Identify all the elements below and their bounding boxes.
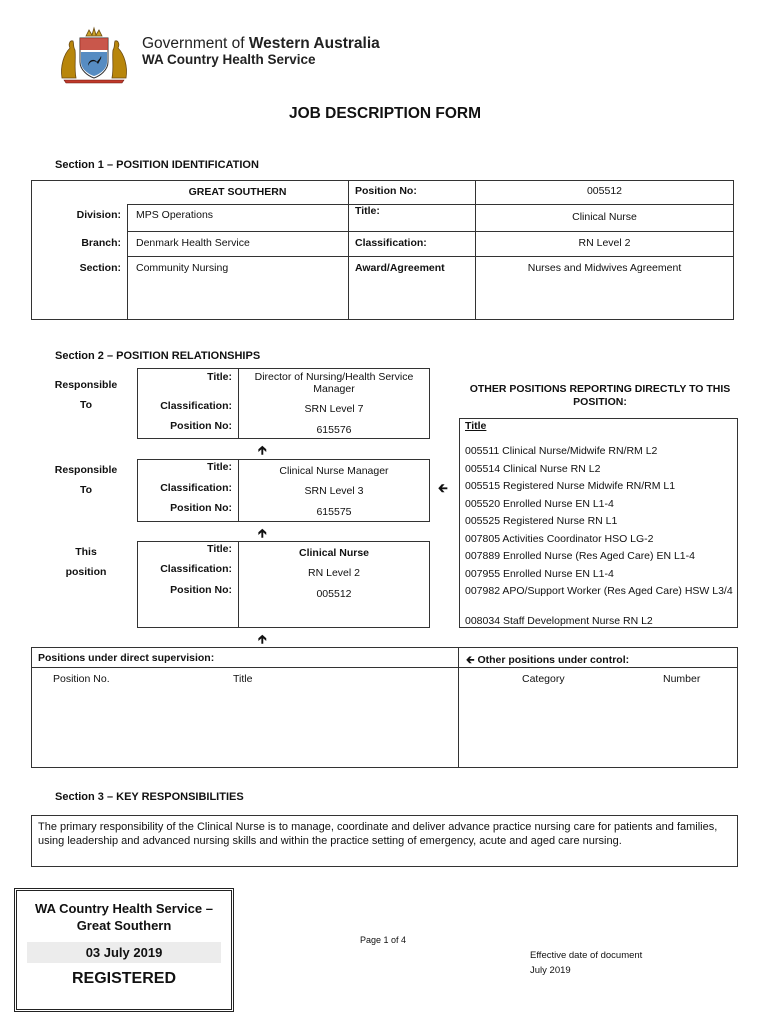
government-prefix: Government of <box>142 35 249 52</box>
list-item: 005511 Clinical Nurse/Midwife RN/RM L2 <box>465 445 658 457</box>
responsible-to-label-1 <box>48 375 124 415</box>
key-responsibilities-text: The primary responsibility of the Clinical Nurse is to manage, coordinate and deliver advance practice nursing care for patients and families, using leadership and advanced nursing skills and within the practice setting of emergency, acute and aged care nursing. <box>38 821 718 847</box>
other-positions-list <box>465 445 733 633</box>
box1-title-label: Title: <box>207 371 232 383</box>
region-label: GREAT SOUTHERN <box>188 186 287 198</box>
to-text: To <box>79 399 93 411</box>
stamp-date: 03 July 2019 <box>27 942 221 963</box>
other-control-heading <box>466 652 629 670</box>
list-item: 007889 Enrolled Nurse (Res Aged Care) EN L1-4 <box>465 550 695 562</box>
direct-supervision-heading: Positions under direct supervision: <box>38 652 215 664</box>
box1-posno-label: Position No: <box>170 420 232 432</box>
box2-class-value: SRN Level 3 <box>304 485 364 497</box>
list-item: 005514 Clinical Nurse RN L2 <box>465 462 601 475</box>
title-label: Title: <box>355 205 380 217</box>
box2-posno-label: Position No: <box>170 502 232 514</box>
page-title: JOB DESCRIPTION FORM <box>288 105 482 122</box>
effective-date-value: July 2019 <box>530 965 571 976</box>
responsible-text: Responsible <box>54 464 118 476</box>
position-no-label: Position No: <box>355 185 417 197</box>
up-arrow-icon: 🡱 <box>258 443 267 457</box>
box1-class-value: SRN Level 7 <box>304 403 364 415</box>
government-crest-logo <box>56 26 132 84</box>
list-item: 007955 Enrolled Nurse EN L1-4 <box>465 567 614 580</box>
page-number: Page 1 of 4 <box>360 935 407 945</box>
title-value: Clinical Nurse <box>572 211 637 223</box>
stamp-line2: Great Southern <box>76 918 172 933</box>
stamp-agency <box>17 900 231 934</box>
award-label: Award/Agreement <box>355 262 445 274</box>
box2-title-label: Title: <box>207 461 232 473</box>
list-item: 005515 Registered Nurse Midwife RN/RM L1 <box>465 480 676 492</box>
box3-title-label: Title: <box>207 543 232 555</box>
box3-class-label: Classification: <box>160 563 232 575</box>
left-arrow-icon: 🡰 <box>466 654 475 666</box>
list-item: 008034 Staff Development Nurse RN L2 <box>465 615 653 627</box>
col-position-no: Position No. <box>53 673 110 685</box>
box1-title-value: Director of Nursing/Health Service Manager <box>254 371 414 395</box>
box2-class-label: Classification: <box>160 482 232 494</box>
up-arrow-icon: 🡱 <box>258 632 267 646</box>
position-no-value: 005512 <box>586 185 623 197</box>
box2-posno-value: 615575 <box>316 506 352 518</box>
stamp-status: REGISTERED <box>71 970 176 987</box>
stamp-line1: WA Country Health Service – <box>35 901 213 916</box>
other-positions-heading: OTHER POSITIONS REPORTING DIRECTLY TO THIS POSITION: <box>469 383 731 408</box>
box2-title-value: Clinical Nurse Manager <box>279 465 389 477</box>
list-item: 007805 Activities Coordinator HSO LG-2 <box>465 532 654 545</box>
division-label: Division: <box>76 209 121 221</box>
award-value: Nurses and Midwives Agreement <box>527 262 682 274</box>
box1-posno-value: 615576 <box>316 424 352 436</box>
col-title: Title <box>233 673 253 685</box>
this-position-label <box>48 542 124 582</box>
government-name <box>142 35 380 53</box>
box3-class-value: RN Level 2 <box>308 567 360 579</box>
other-title-column-header: Title <box>465 420 487 432</box>
box3-posno-label: Position No: <box>170 584 232 596</box>
section-label: Section: <box>79 262 121 274</box>
classification-value: RN Level 2 <box>578 237 631 249</box>
supervision-table <box>31 647 738 768</box>
section3-heading: Section 3 – KEY RESPONSIBILITIES <box>55 791 244 803</box>
responsible-to-label-2 <box>48 460 124 500</box>
responsible-text: Responsible <box>54 379 118 391</box>
list-item: 005525 Registered Nurse RN L1 <box>465 515 618 527</box>
state-name: Western Australia <box>248 35 380 52</box>
to-text: To <box>79 484 93 496</box>
position-identification-table <box>31 180 734 320</box>
division-value: MPS Operations <box>136 209 214 221</box>
list-item: 007982 APO/Support Worker (Res Aged Care) HSW L3/4 <box>465 585 733 597</box>
box1-class-label: Classification: <box>160 400 232 412</box>
position-text: position <box>65 566 107 578</box>
section-value: Community Nursing <box>136 262 229 274</box>
branch-label: Branch: <box>81 237 121 249</box>
branch-value: Denmark Health Service <box>136 237 250 249</box>
effective-date-label: Effective date of document <box>530 950 643 961</box>
up-arrow-icon: 🡱 <box>258 526 267 540</box>
col-number: Number <box>663 673 701 685</box>
agency-name: WA Country Health Service <box>142 52 316 67</box>
this-text: This <box>75 546 97 558</box>
left-arrow-icon: 🡰 <box>438 481 448 495</box>
other-control-text: Other positions under control: <box>477 654 630 666</box>
classification-label: Classification: <box>355 237 427 249</box>
list-item: 005520 Enrolled Nurse EN L1-4 <box>465 497 614 510</box>
section1-heading: Section 1 – POSITION IDENTIFICATION <box>55 159 259 171</box>
box3-title-value: Clinical Nurse <box>298 547 370 559</box>
col-category: Category <box>522 673 565 685</box>
box3-posno-value: 005512 <box>316 588 352 600</box>
section2-heading: Section 2 – POSITION RELATIONSHIPS <box>55 350 261 362</box>
